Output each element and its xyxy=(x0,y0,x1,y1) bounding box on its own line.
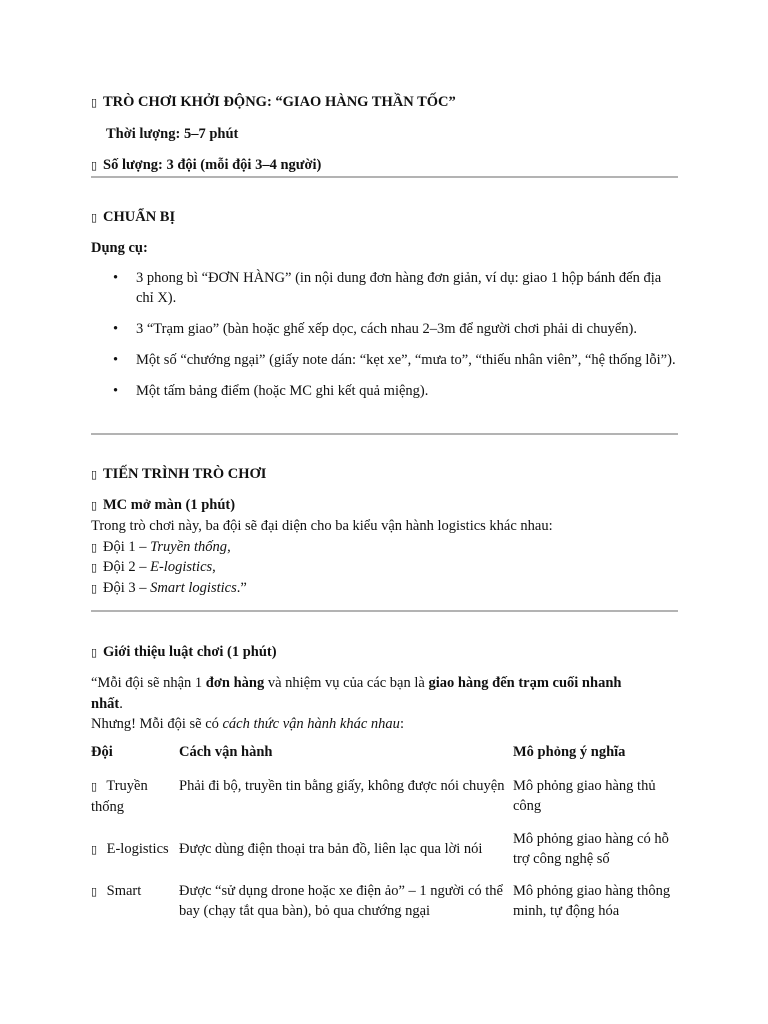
method-cell: Được “sử dụng drone hoặc xe điện ảo” – 1 người có thể bay (chạy tắt qua bàn), bỏ qua chướng ngại xyxy=(179,883,503,919)
table-row xyxy=(91,881,678,933)
list-item: • 3 phong bì “ĐƠN HÀNG” (in nội dung đơn hàng đơn giản, ví dụ: giao 1 hộp bánh đến địa chỉ X). xyxy=(91,268,678,308)
method-cell: Được dùng điện thoại tra bản đồ, liên lạc qua lời nói xyxy=(179,841,483,857)
missing-glyph-icon: ▯ xyxy=(91,885,98,898)
tools-list xyxy=(91,268,678,412)
mc-heading: ▯ MC mở màn (1 phút) xyxy=(91,495,235,516)
meaning-cell: Mô phỏng giao hàng thông minh, tự động hóa xyxy=(513,883,671,919)
missing-glyph-icon: ▯ xyxy=(91,96,98,109)
missing-glyph-icon: ▯ xyxy=(91,561,98,574)
team-cell: ▯ Truyền thống xyxy=(91,778,148,815)
missing-glyph-icon: ▯ xyxy=(91,159,98,172)
meaning-cell: Mô phỏng giao hàng thủ công xyxy=(513,778,656,814)
list-item: • Một số “chướng ngại” (giấy note dán: “kẹt xe”, “mưa to”, “thiếu nhân viên”, “hệ thống lỗi”). xyxy=(91,350,678,370)
missing-glyph-icon: ▯ xyxy=(91,499,98,512)
missing-glyph-icon: ▯ xyxy=(91,211,98,224)
game-title: ▯ TRÒ CHƠI KHỞI ĐỘNG: “GIAO HÀNG THẦN TỐC” xyxy=(91,92,456,113)
team-line: ▯ Đội 2 – E-logistics, xyxy=(91,557,216,578)
duration-line: Thời lượng: 5–7 phút xyxy=(106,126,239,142)
rules-heading: ▯ Giới thiệu luật chơi (1 phút) xyxy=(91,642,277,663)
column-header: Đội xyxy=(91,744,113,760)
table-header-row xyxy=(91,742,678,776)
divider xyxy=(91,433,678,435)
rules-table xyxy=(91,742,678,933)
team-line: ▯ Đội 3 – Smart logistics.” xyxy=(91,578,247,599)
rules-paragraph-line: “Mỗi đội sẽ nhận 1 đơn hàng và nhiệm vụ của các bạn là giao hàng đến trạm cuối nhanh xyxy=(91,675,622,691)
divider xyxy=(91,176,678,178)
table-row xyxy=(91,776,678,829)
rules-paragraph-line: Nhưng! Mỗi đội sẽ có cách thức vận hành khác nhau: xyxy=(91,716,404,732)
meaning-cell: Mô phỏng giao hàng có hỗ trợ công nghệ số xyxy=(513,831,669,867)
team-cell: ▯ Smart xyxy=(91,881,179,933)
tools-label: Dụng cụ: xyxy=(91,240,148,256)
missing-glyph-icon: ▯ xyxy=(91,842,98,856)
missing-glyph-icon: ▯ xyxy=(91,541,98,554)
rules-paragraph-line: nhất. xyxy=(91,696,123,712)
prep-heading: ▯ CHUẨN BỊ xyxy=(91,207,175,228)
divider xyxy=(91,610,678,612)
column-header: Cách vận hành xyxy=(179,744,273,760)
mc-text: Trong trò chơi này, ba đội sẽ đại diện cho ba kiểu vận hành logistics khác nhau: xyxy=(91,518,553,534)
process-heading: ▯ TIẾN TRÌNH TRÒ CHƠI xyxy=(91,464,266,485)
missing-glyph-icon: ▯ xyxy=(91,646,98,659)
team-count-line: ▯ Số lượng: 3 đội (mỗi đội 3–4 người) xyxy=(91,155,321,176)
list-item: • 3 “Trạm giao” (bàn hoặc ghế xếp dọc, cách nhau 2–3m để người chơi phải di chuyển). xyxy=(91,319,678,339)
missing-glyph-icon: ▯ xyxy=(91,582,98,595)
method-cell: Phải đi bộ, truyền tin bằng giấy, không được nói chuyện xyxy=(179,778,505,794)
team-line: ▯ Đội 1 – Truyền thống, xyxy=(91,537,231,558)
team-cell: ▯ E-logistics xyxy=(91,829,179,881)
column-header: Mô phỏng ý nghĩa xyxy=(513,744,626,760)
missing-glyph-icon: ▯ xyxy=(91,780,98,793)
missing-glyph-icon: ▯ xyxy=(91,468,98,481)
list-item: • Một tấm bảng điểm (hoặc MC ghi kết quả miệng). xyxy=(91,381,678,401)
table-row xyxy=(91,829,678,881)
